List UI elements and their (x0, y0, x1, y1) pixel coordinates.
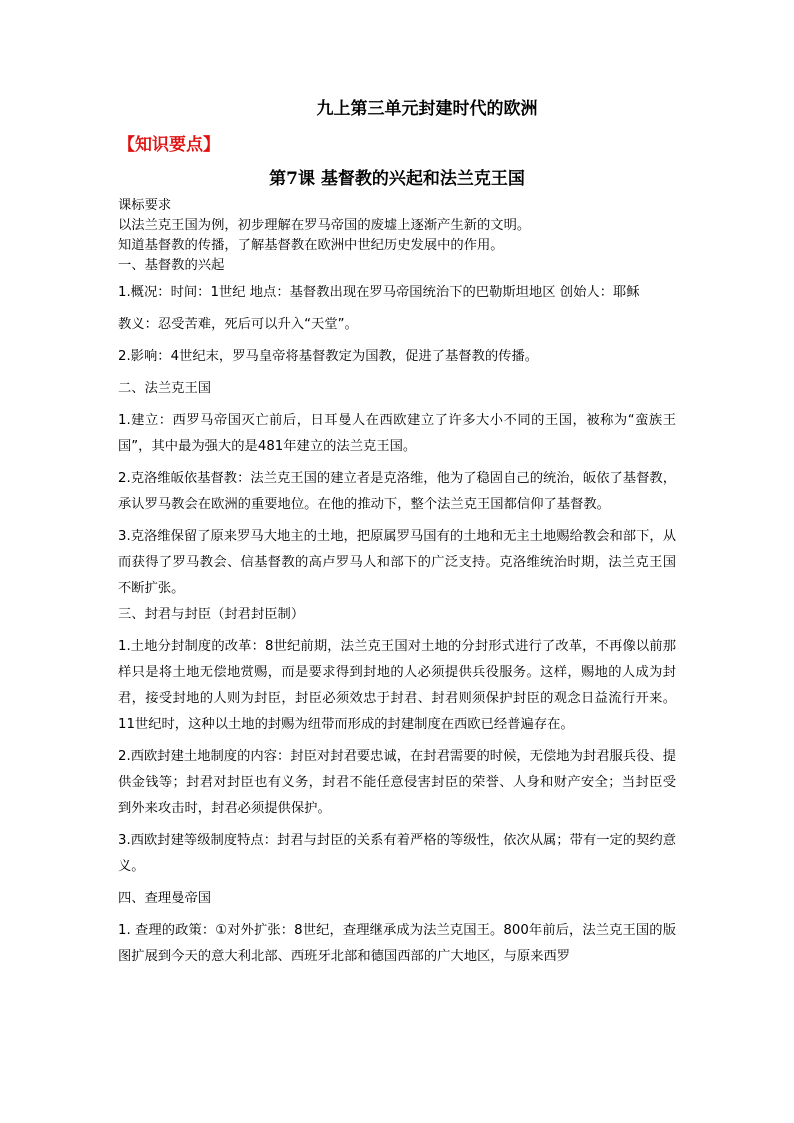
document-title: 九上第三单元封建时代的欧洲 (316, 99, 538, 119)
paragraph: 1.建立：西罗马帝国灭亡前后，日耳曼人在西欧建立了许多大小不同的王国，被称为“蛮族王国”，其中最为强大的是481年建立的法兰克王国。 (118, 413, 676, 454)
paragraph: 2.克洛维皈依基督教：法兰克王国的建立者是克洛维，他为了稳固自己的统治，皈依了基督教，承认罗马教会在欧洲的重要地位。在他的推动下，整个法兰克王国都信仰了基督教。 (118, 471, 676, 512)
paragraph: 1. 查理的政策：①对外扩张：8世纪，查理继承成为法兰克国王。800年前后，法兰克王国的版图扩展到今天的意大利北部、西班牙北部和德国西部的广大地区，与原来西罗 (118, 923, 676, 964)
requirements-heading: 课标要求 (118, 198, 172, 213)
section-heading-christianity: 一、基督教的兴起 (118, 258, 225, 273)
paragraph: 2.西欧封建土地制度的内容：封臣对封君要忠诚，在封君需要的时候，无偿地为封君服兵役、提供金钱等；封君对封臣也有义务，封君不能任意侵害封臣的荣誉、人身和财产安全；当封臣受到外来攻击时，封君必须提供保护。 (118, 749, 676, 816)
paragraph: 1.概况：时间：1世纪 地点：基督教出现在罗马帝国统治下的巴勒斯坦地区 创始人：耶稣 (118, 285, 640, 300)
paragraph: 1.土地分封制度的改革：8世纪前期，法兰克王国对土地的分封形式进行了改革，不再像以前那样只是将土地无偿地赏赐，而是要求得到封地的人必须提供兵役服务。这样，赐地的人成为封君，接受封地的人则为封臣，封臣必须效忠于封君、封君则须保护封臣的观念日益流行开来。11世纪时，这种以土地的封赐为纽带而形成的封建制度在西欧已经普遍存在。 (118, 639, 676, 732)
section-heading-feudalism: 三、封君与封臣（封君封臣制） (118, 607, 305, 622)
document-content (118, 96, 676, 970)
requirement-item: 知道基督教的传播，了解基督教在欧洲中世纪历史发展中的作用。 (118, 238, 504, 253)
paragraph: 教义：忍受苦难，死后可以升入“天堂”。 (118, 317, 358, 332)
requirement-item: 以法兰克王国为例，初步理解在罗马帝国的废墟上逐渐产生新的文明。 (118, 218, 531, 233)
paragraph: 3.西欧封建等级制度特点：封君与封臣的关系有着严格的等级性，依次从属；带有一定的契约意义。 (118, 833, 676, 874)
knowledge-points-heading: 【知识要点】 (118, 135, 220, 155)
lesson-title: 第7课 基督教的兴起和法兰克王国 (269, 169, 525, 189)
paragraph: 3.克洛维保留了原来罗马大地主的土地，把原属罗马国有的土地和无主土地赐给教会和部下，从而获得了罗马教会、信基督教的高卢罗马人和部下的广泛支持。克洛维统治时期，法兰克王国不断扩张。 (118, 529, 676, 596)
paragraph: 2.影响：4世纪末，罗马皇帝将基督教定为国教，促进了基督教的传播。 (118, 349, 539, 364)
section-heading-charlemagne: 四、查理曼帝国 (118, 891, 212, 906)
section-heading-frankish-kingdom: 二、法兰克王国 (118, 381, 212, 396)
